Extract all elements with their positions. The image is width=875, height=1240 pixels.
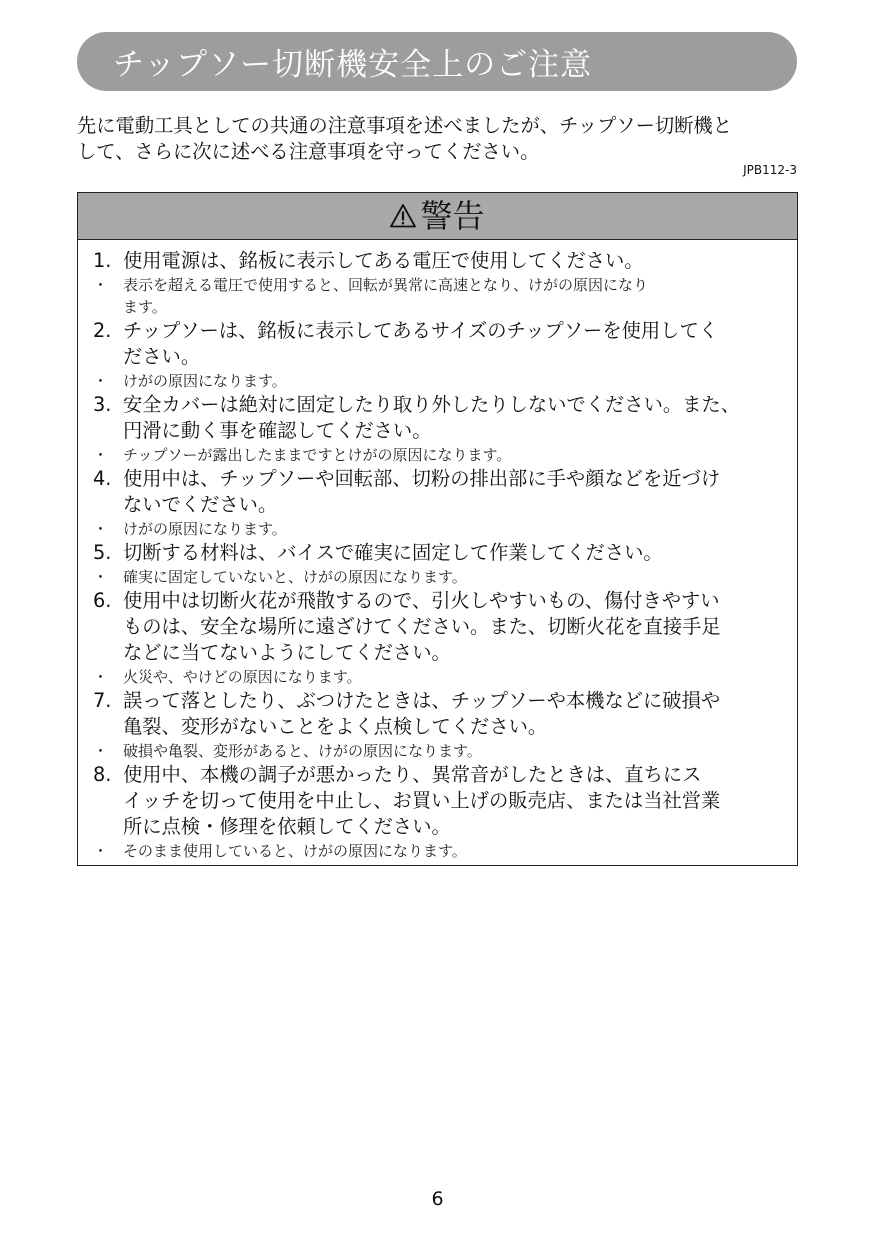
note-text-line: 火災や、やけどの原因になります。	[123, 668, 362, 686]
item-text	[123, 318, 718, 370]
warning-header	[78, 193, 797, 240]
item-number: 3.	[93, 393, 112, 416]
page-number: 6	[431, 1188, 444, 1210]
item-text	[123, 392, 740, 444]
warning-triangle-icon	[390, 203, 416, 229]
item-text-line: 誤って落としたり、ぶつけたときは、チップソーや本機などに破損や	[123, 689, 721, 712]
warning-item	[93, 688, 797, 740]
item-note	[93, 370, 797, 392]
note-bullet: ・	[93, 372, 109, 390]
item-text-line: チップソーは、銘板に表示してあるサイズのチップソーを使用してく	[123, 319, 719, 342]
note-text	[123, 370, 287, 392]
intro-line: して、さらに次に述べる注意事項を守ってください。	[77, 140, 540, 163]
warning-items	[78, 240, 797, 862]
item-text-line: 使用中は切断火花が飛散するので、引火しやすいもの、傷付きやすい	[123, 589, 720, 612]
page-title: チップソー切断機安全上のご注意	[113, 47, 593, 83]
item-text	[123, 588, 721, 666]
note-text-line: 確実に固定していないと、けがの原因になります。	[123, 568, 467, 586]
item-text-line: 亀裂、変形がないことをよく点検してください。	[123, 715, 548, 738]
note-text	[123, 444, 511, 466]
item-number: 5.	[93, 541, 112, 564]
item-text-line: 使用中、本機の調子が悪かったり、異常音がしたときは、直ちにス	[123, 763, 702, 786]
item-number: 4.	[93, 467, 112, 490]
item-note	[93, 840, 797, 862]
item-note	[93, 566, 797, 588]
intro-paragraph	[77, 113, 797, 165]
note-bullet: ・	[93, 446, 109, 464]
note-text-line: けがの原因になります。	[123, 520, 287, 538]
note-text	[123, 840, 467, 862]
warning-item	[93, 588, 797, 666]
note-text-line: ます。	[123, 298, 167, 316]
item-text-line: 使用中は、チップソーや回転部、切粉の排出部に手や顔などを近づけ	[123, 467, 721, 490]
item-note	[93, 444, 797, 466]
note-bullet: ・	[93, 568, 109, 586]
item-text-line: イッチを切って使用を中止し、お買い上げの販売店、または当社営業	[123, 789, 721, 812]
item-text-line: 使用電源は、銘板に表示してある電圧で使用してください。	[123, 249, 644, 272]
item-text	[123, 248, 644, 274]
item-text	[123, 688, 720, 740]
warning-title: 警告	[420, 197, 485, 235]
item-number: 1.	[93, 249, 112, 272]
note-text-line: けがの原因になります。	[123, 372, 287, 390]
note-text-line: チップソーが露出したままですとけがの原因になります。	[123, 446, 512, 464]
item-text-line: 所に点検・修理を依頼してください。	[123, 815, 451, 838]
note-text	[123, 566, 467, 588]
warning-item	[93, 762, 797, 840]
item-number: 2.	[93, 319, 112, 342]
note-bullet: ・	[93, 742, 109, 760]
note-bullet: ・	[93, 842, 109, 860]
note-bullet: ・	[93, 520, 109, 538]
item-text	[123, 540, 663, 566]
note-text	[123, 274, 648, 318]
warning-box	[77, 192, 798, 866]
item-text-line: 安全カバーは絶対に固定したり取り外したりしないでください。また、	[123, 393, 740, 416]
section-title-bar	[77, 32, 797, 91]
item-note	[93, 518, 797, 540]
note-bullet: ・	[93, 668, 109, 686]
warning-item	[93, 248, 797, 274]
item-text-line: 切断する材料は、バイスで確実に固定して作業してください。	[123, 541, 663, 564]
item-number: 8.	[93, 763, 112, 786]
warning-item	[93, 318, 797, 370]
note-text-line: そのまま使用していると、けがの原因になります。	[123, 842, 467, 860]
warning-item	[93, 466, 797, 518]
document-code: JPB112-3	[743, 163, 797, 177]
item-text-line: ださい。	[123, 345, 201, 368]
note-text	[123, 740, 482, 762]
item-note	[93, 666, 797, 688]
note-text-line: 表示を超える電圧で使用すると、回転が異常に高速となり、けがの原因になり	[123, 276, 649, 294]
intro-line: 先に電動工具としての共通の注意事項を述べましたが、チップソー切断機と	[77, 114, 732, 137]
note-bullet: ・	[93, 276, 109, 294]
warning-item	[93, 392, 797, 444]
warning-item	[93, 540, 797, 566]
item-note	[93, 740, 797, 762]
item-text-line: 円滑に動く事を確認してください。	[123, 419, 432, 442]
item-number: 7.	[93, 689, 112, 712]
note-text	[123, 666, 362, 688]
note-text-line: 破損や亀裂、変形があると、けがの原因になります。	[123, 742, 482, 760]
item-text-line: などに当てないようにしてください。	[123, 641, 451, 664]
item-text-line: ないでください。	[123, 493, 278, 516]
item-text	[123, 466, 720, 518]
item-note	[93, 274, 797, 318]
item-text	[123, 762, 720, 840]
item-number: 6.	[93, 589, 112, 612]
item-text-line: ものは、安全な場所に遠ざけてください。また、切断火花を直接手足	[123, 615, 721, 638]
note-text	[123, 518, 287, 540]
